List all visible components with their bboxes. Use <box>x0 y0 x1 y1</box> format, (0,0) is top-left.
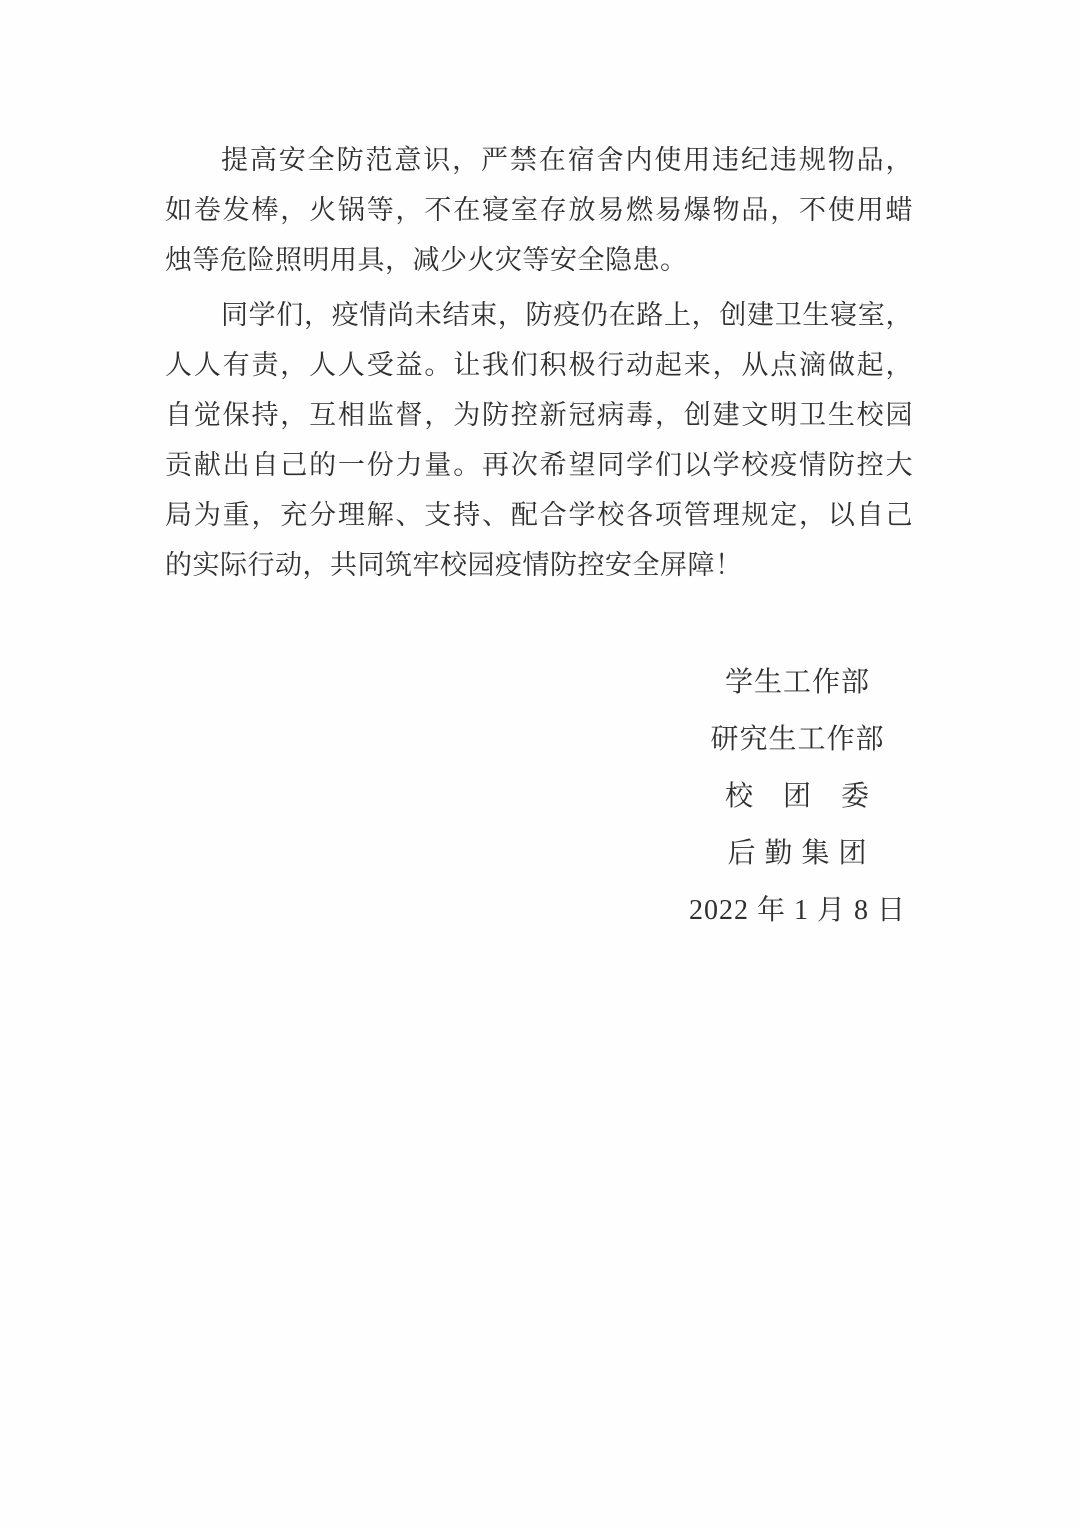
signer-graduate-affairs: 研究生工作部 <box>710 724 885 755</box>
text-line: 局为重，充分理解、支持、配合学校各项管理规定，以自己 <box>165 500 913 530</box>
text-line: 贡献出自己的一份力量。再次希望同学们以学校疫情防控大 <box>165 450 913 480</box>
document-body <box>165 135 913 590</box>
text-line: 的实际行动，共同筑牢校园疫情防控安全屏障！ <box>165 550 743 580</box>
text-line: 提高安全防范意识，严禁在宿舍内使用违纪违规物品， <box>221 145 913 175</box>
signer-student-affairs: 学生工作部 <box>724 667 870 698</box>
paragraph-epidemic <box>165 290 913 590</box>
text-line: 人人有责，人人受益。让我们积极行动起来，从点滴做起， <box>165 350 913 380</box>
signature-date: 2022 年 1 月 8 日 <box>688 895 906 926</box>
signer-youth-league: 校 团 委 <box>724 781 870 812</box>
paragraph-safety <box>165 135 913 285</box>
signature-block <box>650 654 945 939</box>
signer-logistics-group: 后 勤 集 团 <box>727 838 868 869</box>
text-line: 同学们，疫情尚未结束，防疫仍在路上，创建卫生寝室， <box>221 300 913 330</box>
text-line: 烛等危险照明用具，减少火灾等安全隐患。 <box>165 245 688 275</box>
text-line: 自觉保持，互相监督，为防控新冠病毒，创建文明卫生校园 <box>165 400 913 430</box>
text-line: 如卷发棒，火锅等，不在寝室存放易燃易爆物品，不使用蜡 <box>165 195 913 225</box>
